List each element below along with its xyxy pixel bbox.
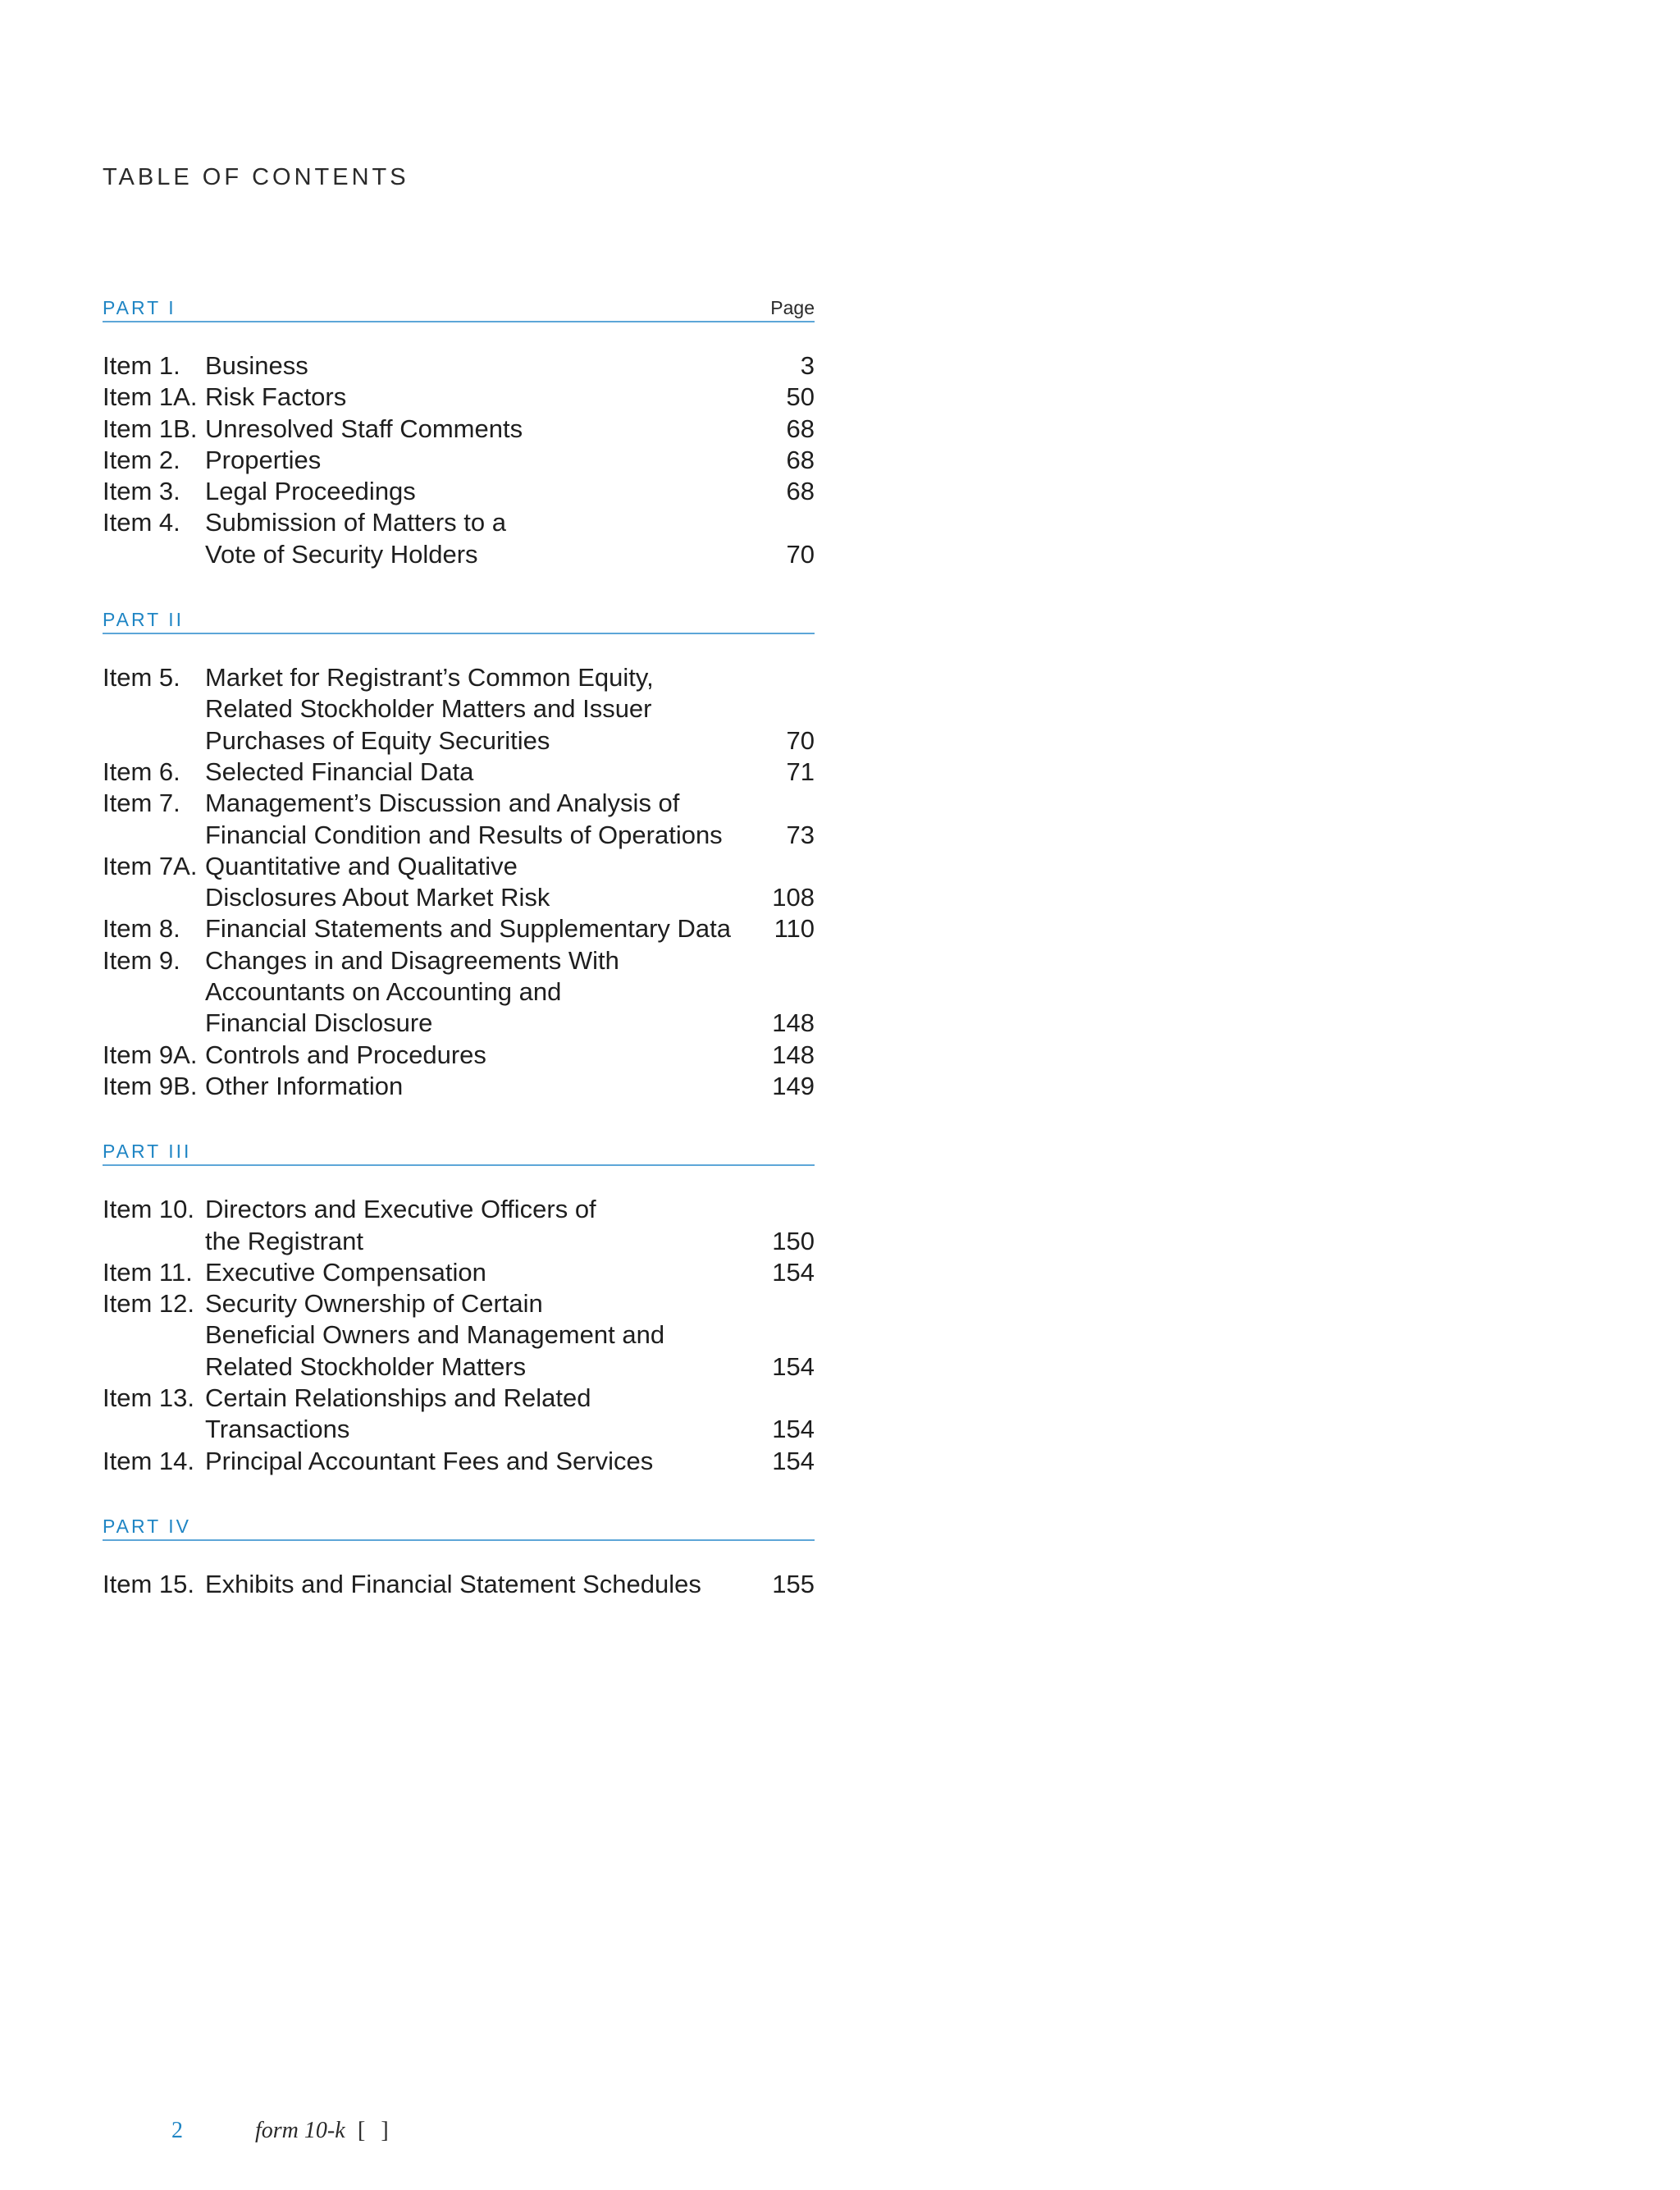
item-title: Risk Factors bbox=[205, 382, 347, 412]
part-label: PART I bbox=[103, 297, 176, 318]
page-title: TABLE OF CONTENTS bbox=[103, 164, 409, 190]
part-header bbox=[103, 1135, 815, 1166]
item-title: Executive Compensation bbox=[205, 1257, 486, 1287]
item-number: Item 14. bbox=[103, 1446, 194, 1475]
item-number: Item 13. bbox=[103, 1383, 194, 1413]
item-title: Unresolved Staff Comments bbox=[205, 414, 523, 443]
item-number: Item 1A. bbox=[103, 382, 198, 412]
item-page: 155 bbox=[772, 1569, 815, 1598]
part-label: PART III bbox=[103, 1141, 192, 1163]
item-number: Item 12. bbox=[103, 1289, 194, 1319]
item-page: 154 bbox=[772, 1446, 815, 1475]
item-page: 110 bbox=[774, 914, 815, 944]
item-title: Changes in and Disagreements With Accountants on Accounting and Financial Disclosure bbox=[205, 945, 619, 1038]
item-list bbox=[103, 1541, 815, 1633]
item-page: 68 bbox=[786, 414, 815, 443]
item-page: 68 bbox=[786, 477, 815, 506]
item-number: Item 7A. bbox=[103, 851, 198, 880]
item-page: 154 bbox=[772, 1257, 815, 1287]
item-page: 50 bbox=[786, 382, 815, 412]
item-number: Item 5. bbox=[103, 663, 180, 693]
bracket-mark: [ ] bbox=[358, 2118, 394, 2143]
toc-item-6[interactable] bbox=[103, 757, 815, 788]
part-1-section bbox=[103, 291, 815, 603]
toc-item-5[interactable] bbox=[103, 662, 815, 757]
item-number: Item 9A. bbox=[103, 1040, 198, 1069]
part-header bbox=[103, 1510, 815, 1541]
toc-item-9a[interactable] bbox=[103, 1040, 815, 1071]
item-title: Management’s Discussion and Analysis of Financial Condition and Results of Operations bbox=[205, 789, 723, 849]
item-page: 150 bbox=[772, 1226, 815, 1255]
toc-item-12[interactable] bbox=[103, 1288, 815, 1383]
toc-item-7a[interactable] bbox=[103, 851, 815, 914]
toc-item-10[interactable] bbox=[103, 1194, 815, 1257]
item-title: Financial Statements and Supplementary Data bbox=[205, 914, 732, 944]
item-page: 70 bbox=[786, 539, 815, 569]
item-number: Item 11. bbox=[103, 1257, 193, 1287]
toc-item-7[interactable] bbox=[103, 788, 815, 851]
toc-item-15[interactable] bbox=[103, 1569, 815, 1600]
item-page: 154 bbox=[772, 1351, 815, 1381]
toc-item-4[interactable] bbox=[103, 507, 815, 570]
item-title: Market for Registrant’s Common Equity, Related Stockholder Matters and Issuer Purchases of Equity Securities bbox=[205, 663, 654, 755]
item-title: Controls and Procedures bbox=[205, 1040, 486, 1069]
item-number: Item 2. bbox=[103, 445, 180, 474]
item-title: Quantitative and Qualitative Disclosures About Market Risk bbox=[205, 851, 550, 912]
page-column-label: Page bbox=[770, 297, 815, 318]
toc-item-8[interactable] bbox=[103, 913, 815, 944]
item-page: 68 bbox=[786, 445, 815, 474]
item-page: 148 bbox=[772, 1008, 815, 1038]
part-4-section bbox=[103, 1510, 815, 1633]
item-list bbox=[103, 1166, 815, 1510]
part-3-section bbox=[103, 1135, 815, 1510]
item-title: Properties bbox=[205, 445, 322, 474]
item-title: Selected Financial Data bbox=[205, 757, 474, 786]
item-page: 154 bbox=[772, 1415, 815, 1444]
page-footer bbox=[0, 2118, 1680, 2151]
item-title: Other Information bbox=[205, 1071, 404, 1100]
item-title: Certain Relationships and Related Transactions bbox=[205, 1383, 591, 1444]
item-number: Item 7. bbox=[103, 789, 180, 818]
item-number: Item 9B. bbox=[103, 1071, 198, 1100]
item-number: Item 6. bbox=[103, 757, 180, 786]
form-name: form 10-k bbox=[255, 2118, 345, 2143]
item-page: 3 bbox=[800, 351, 815, 380]
item-title: Principal Accountant Fees and Services bbox=[205, 1446, 654, 1475]
item-page: 148 bbox=[772, 1040, 815, 1069]
item-title: Security Ownership of Certain Beneficial Owners and Management and Related Stockholder Matters bbox=[205, 1289, 665, 1381]
part-2-section bbox=[103, 603, 815, 1135]
toc-item-13[interactable] bbox=[103, 1383, 815, 1446]
item-title: Exhibits and Financial Statement Schedules bbox=[205, 1569, 701, 1598]
item-number: Item 3. bbox=[103, 477, 180, 506]
part-header bbox=[103, 291, 815, 322]
item-page: 149 bbox=[772, 1071, 815, 1100]
toc-item-1b[interactable] bbox=[103, 414, 815, 445]
item-number: Item 4. bbox=[103, 508, 180, 537]
part-label: PART II bbox=[103, 609, 184, 631]
toc-item-3[interactable] bbox=[103, 476, 815, 507]
page-number: 2 bbox=[171, 2118, 183, 2143]
toc-item-11[interactable] bbox=[103, 1257, 815, 1288]
item-list bbox=[103, 634, 815, 1135]
toc-item-14[interactable] bbox=[103, 1446, 815, 1477]
toc-item-9b[interactable] bbox=[103, 1071, 815, 1102]
item-title: Submission of Matters to a Vote of Security Holders bbox=[205, 508, 506, 569]
item-title: Directors and Executive Officers of the Registrant bbox=[205, 1195, 596, 1255]
toc-item-1[interactable] bbox=[103, 350, 815, 382]
toc-item-9[interactable] bbox=[103, 945, 815, 1040]
item-number: Item 9. bbox=[103, 945, 180, 975]
item-number: Item 10. bbox=[103, 1195, 194, 1224]
part-label: PART IV bbox=[103, 1515, 191, 1537]
item-page: 108 bbox=[772, 883, 815, 912]
item-number: Item 1. bbox=[103, 351, 180, 380]
table-of-contents bbox=[103, 291, 815, 1633]
item-number: Item 8. bbox=[103, 914, 180, 944]
part-header bbox=[103, 603, 815, 634]
item-title: Legal Proceedings bbox=[205, 477, 416, 506]
item-page: 70 bbox=[786, 725, 815, 755]
item-page: 73 bbox=[786, 820, 815, 849]
item-number: Item 15. bbox=[103, 1569, 194, 1598]
item-page: 71 bbox=[786, 757, 815, 786]
item-title: Business bbox=[205, 351, 308, 380]
item-list bbox=[103, 322, 815, 603]
toc-item-2[interactable] bbox=[103, 445, 815, 476]
toc-item-1a[interactable] bbox=[103, 382, 815, 413]
item-number: Item 1B. bbox=[103, 414, 198, 443]
